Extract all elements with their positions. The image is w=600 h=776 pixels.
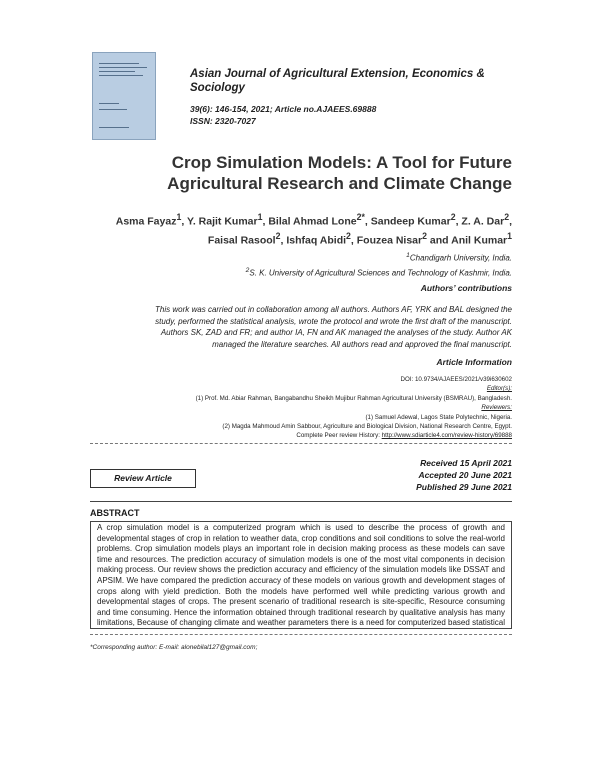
reviewers-label: Reviewers:	[481, 404, 512, 412]
divider	[90, 501, 512, 502]
journal-cover-image	[92, 52, 156, 140]
review-history	[88, 431, 512, 440]
journal-name: Asian Journal of Agricultural Extension, Economics & Sociology	[190, 68, 485, 94]
author-name: Y. Rajit Kumar	[186, 215, 258, 228]
editor-entry: (1) Prof. Md. Abiar Rahman, Bangabandhu Sheikh Mujibur Rahman Agricultural University (BSMRAU), Bangladesh.	[195, 394, 512, 402]
author-affiliation-mark: 1	[176, 212, 182, 222]
affiliations	[88, 250, 512, 279]
author-name: Asma Fayaz	[115, 215, 177, 228]
contributions-heading: Authors’ contributions	[420, 283, 512, 293]
author-list: Asma Fayaz$^1$, Y. Rajit Kumar$^1$, Bilal Ahmad Lone$^{2*}$, Sandeep Kumar$^2$, Z. A. Dar$^2$, Faisal Rasool$^2$, Ishfaq Abidi$^2$, Fouzea Nisar$^2$ and Anil Kumar$^1$	[115, 212, 512, 246]
author-name: Ishfaq Abidi	[286, 234, 347, 246]
author-affiliation-mark: 2	[450, 212, 456, 222]
accepted-date: Accepted 20 June 2021	[418, 470, 512, 480]
contributions-text	[88, 304, 512, 350]
author-affiliation-mark: 2	[422, 230, 427, 241]
journal-meta	[190, 103, 376, 127]
author-name: Z. A. Dar	[461, 215, 505, 228]
affiliation-text: Chandigarh University, India.	[409, 253, 512, 263]
affiliation-mark: 2	[245, 266, 250, 274]
paper-title	[100, 152, 512, 194]
editors-label: Editor(s):	[486, 385, 512, 393]
contributions-line: study, performed the statistical analysis, wrote the protocol and wrote the first draft of the manuscript.	[155, 316, 512, 326]
contributions-line: managed the literature searches. All authors read and approved the final manuscript.	[212, 339, 512, 349]
received-date: Received 15 April 2021	[420, 458, 512, 468]
issn: ISSN: 2320-7027	[190, 116, 256, 126]
author-name: Anil Kumar	[451, 234, 508, 246]
author-name: Bilal Ahmad Lone	[268, 215, 357, 228]
published-date: Published 29 June 2021	[416, 482, 512, 492]
author-affiliation-mark: 2	[346, 230, 351, 241]
affiliation-mark: 1	[406, 252, 410, 259]
article-info-heading: Article Information	[436, 357, 512, 367]
abstract-body: A crop simulation model is a computerized program which is used to describe the process of growth and developmental stages of crop in relation to weather data, crop conditions and soil conditions to solve the real-world problems. Crop simulation models plays an important role in decision making process as these models can save time and resources. The prediction accuracy of simulation models is one of the most vital components in decision making process. Our review shows the prediction accuracy and efficiency of the simulation models like DSSAT and APSIM. We have compared the prediction accuracy of these models on various growth and development stages of crops along with yield prediction. Both the models have performed well while predicting various growth and developmental stages of crops. The present scenario of traditional research is site-specific, Resource consuming and time consuming. Hence the information obtained through traditional research by qualitative analysis has many limitations, Because of changing climate and weather parameters there is a need for computerized based statistical	[90, 521, 512, 629]
authors-and: and	[429, 234, 449, 246]
article-info	[88, 375, 512, 441]
author-affiliation-mark: 1	[507, 230, 512, 241]
divider	[90, 443, 512, 444]
contributions-line: Authors SK, ZAD and FR; and author IA, FN and AK managed the analyses of the study. Author AK	[160, 328, 512, 337]
contributions-line: This work was carried out in collaboration among all authors. Authors AF, YRK and BAL designed the	[155, 305, 512, 314]
abstract-heading: ABSTRACT	[90, 508, 140, 518]
corresponding-author-footnote: *Corresponding author: E-mail: alonebilal127@gmail.com;	[90, 644, 258, 651]
author-affiliation-mark: 2	[504, 212, 510, 222]
author-name: Fouzea Nisar	[356, 234, 423, 246]
author-name: Sandeep Kumar	[370, 215, 451, 228]
citation: 39(6): 146-154, 2021; Article no.AJAEES.69888	[190, 104, 377, 114]
paper-title-line-1: Crop Simulation Models: A Tool for Future	[171, 153, 512, 172]
doi: DOI: 10.9734/AJAEES/2021/v39i630602	[400, 376, 512, 383]
divider	[90, 634, 512, 635]
affiliation-2	[88, 265, 512, 280]
paper-title-line-2: Agricultural Research and Climate Change	[167, 174, 512, 193]
author-affiliation-mark: 1	[257, 212, 263, 222]
review-history-label: Complete Peer review History:	[296, 432, 380, 440]
reviewer-entry: (1) Samuel Adewal, Lagos State Polytechnic, Nigeria.	[365, 413, 512, 421]
reviewer-entry: (2) Magda Mahmoud Amin Sabbour, Agriculture and Biological Division, National Research Centre, Egypt.	[222, 423, 512, 431]
review-history-link[interactable]: http://www.sdiarticle4.com/review-history/69888	[381, 432, 512, 440]
affiliation-1	[88, 250, 512, 265]
article-type-badge: Review Article	[90, 469, 196, 488]
author-affiliation-mark: 2*	[356, 212, 365, 222]
author-name: Faisal Rasool	[207, 234, 276, 246]
author-affiliation-mark: 2	[275, 230, 281, 241]
publication-dates	[300, 457, 512, 493]
affiliation-text: S. K. University of Agricultural Sciences and Technology of Kashmir, India.	[249, 268, 512, 278]
